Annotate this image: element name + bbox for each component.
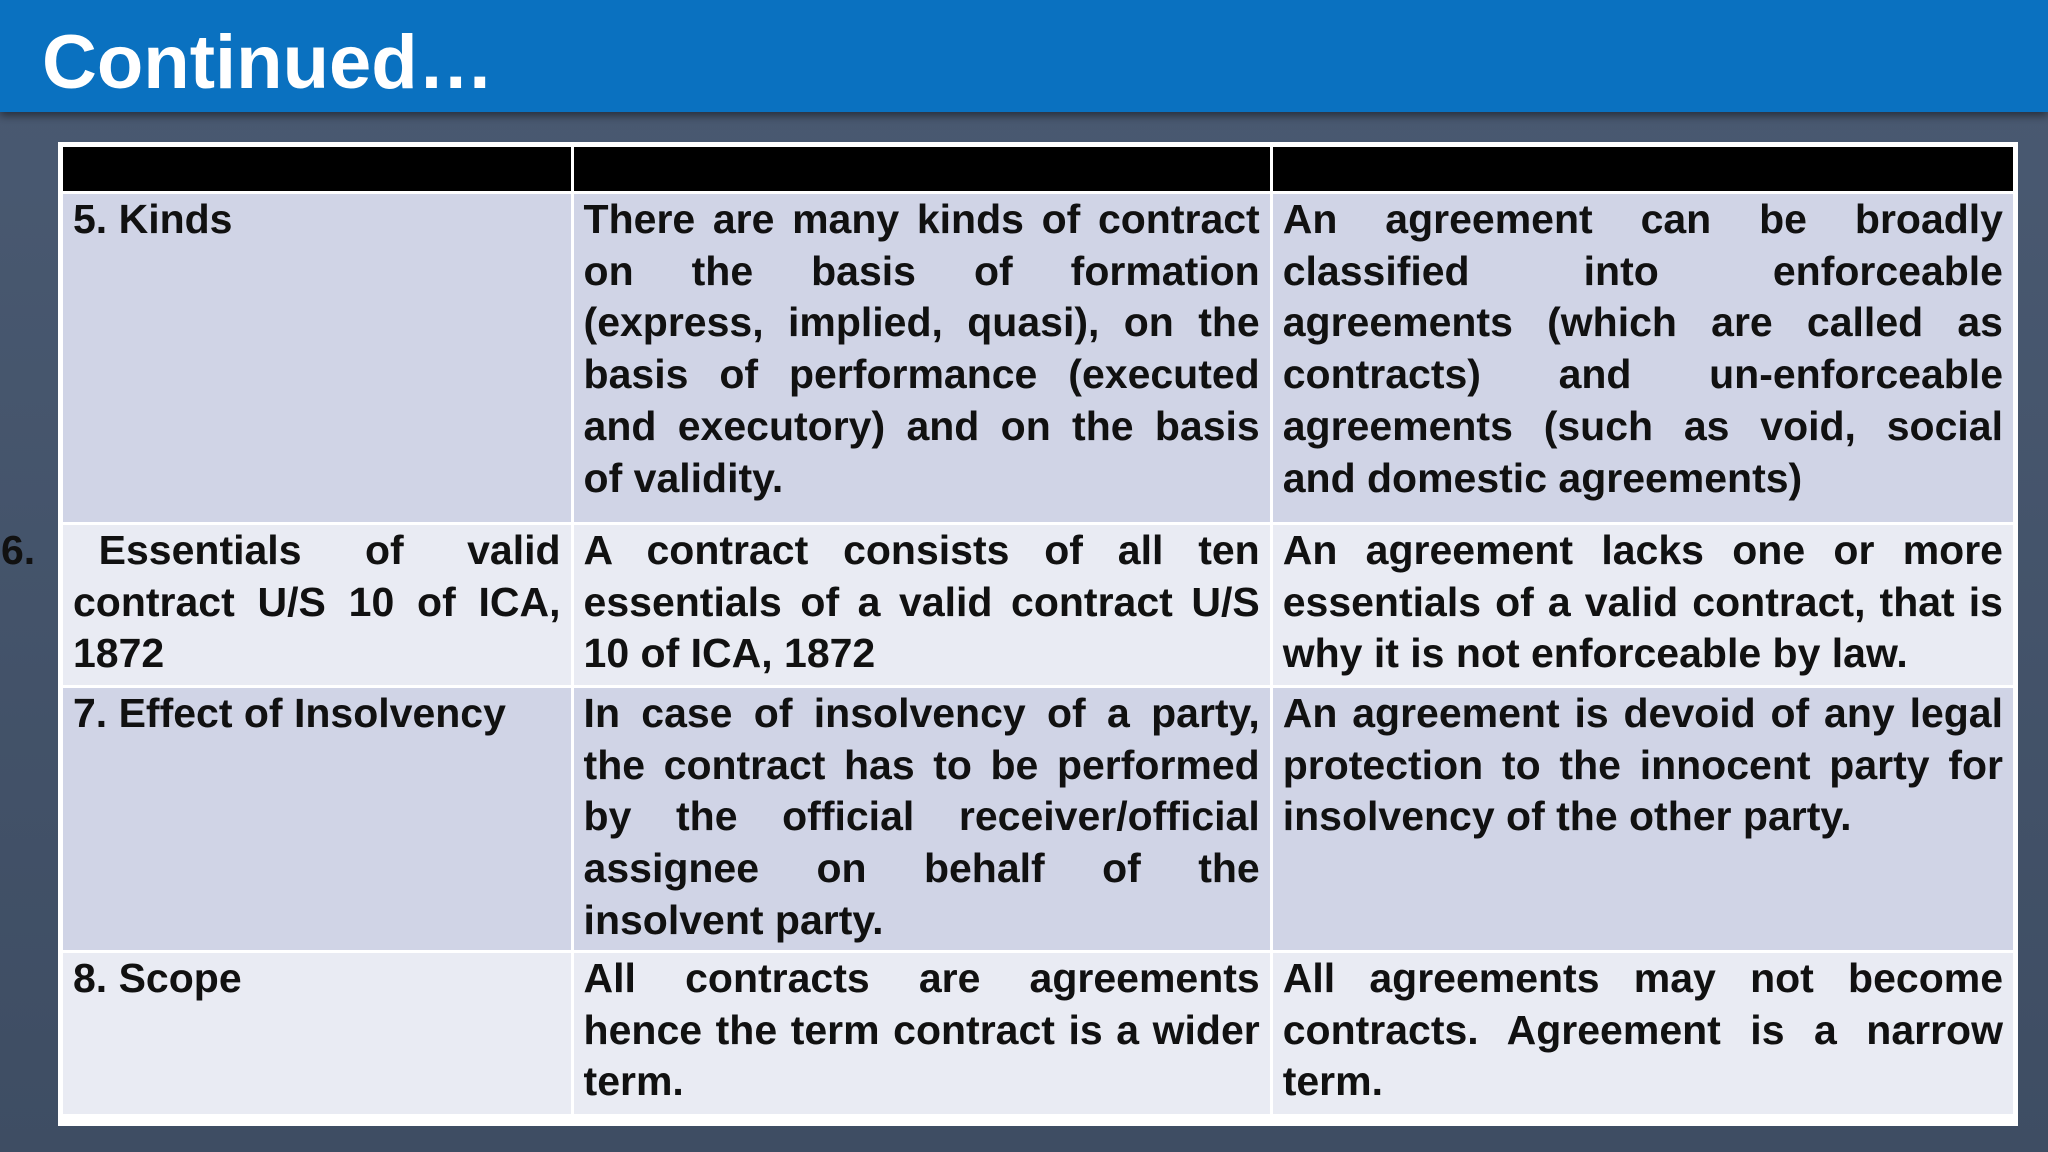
contract-cell-scope: All contracts are agreements hence the term contract is a wider term. xyxy=(572,952,1271,1116)
comparison-table-frame xyxy=(1,142,2018,1126)
agreement-cell-insolvency: An agreement is devoid of any legal protection to the innocent party for insolvency of the other party. xyxy=(1271,687,2014,952)
table-row xyxy=(62,193,2015,524)
row-label-essentials: 6. Essentials of valid contract U/S 10 of ICA, 1872 xyxy=(62,524,573,687)
contract-cell-essentials: A contract consists of all ten essentials of a valid contract U/S 10 of ICA, 1872 xyxy=(572,524,1271,687)
header-cell-2 xyxy=(572,146,1271,193)
header-cell-1 xyxy=(62,146,573,193)
title-bar xyxy=(0,0,2048,112)
table-row xyxy=(62,687,2015,952)
table-row xyxy=(62,952,2015,1116)
slide-title: Continued… xyxy=(42,20,494,105)
comparison-table xyxy=(1,144,2016,1117)
table-row xyxy=(62,524,2015,687)
row-label-insolvency: 7. Effect of Insolvency xyxy=(62,687,573,952)
table-header-row xyxy=(62,146,2015,193)
row-label-scope: 8. Scope xyxy=(62,952,573,1116)
contract-cell-kinds: There are many kinds of contract on the basis of formation (express, implied, quasi), on the basis of performance (executed and executory) and on the basis of validity. xyxy=(572,193,1271,524)
agreement-cell-scope: All agreements may not become contracts. Agreement is a narrow term. xyxy=(1271,952,2014,1116)
contract-cell-insolvency: In case of insolvency of a party, the contract has to be performed by the official receiver/official assignee on behalf of the insolvent party. xyxy=(572,687,1271,952)
header-cell-3 xyxy=(1271,146,2014,193)
agreement-cell-kinds: An agreement can be broadly classified into enforceable agreements (which are called as contracts) and un-enforceable agreements (such as void, social and domestic agreements) xyxy=(1271,193,2014,524)
agreement-cell-essentials: An agreement lacks one or more essentials of a valid contract, that is why it is not enforceable by law. xyxy=(1271,524,2014,687)
row-label-kinds: 5. Kinds xyxy=(62,193,573,524)
